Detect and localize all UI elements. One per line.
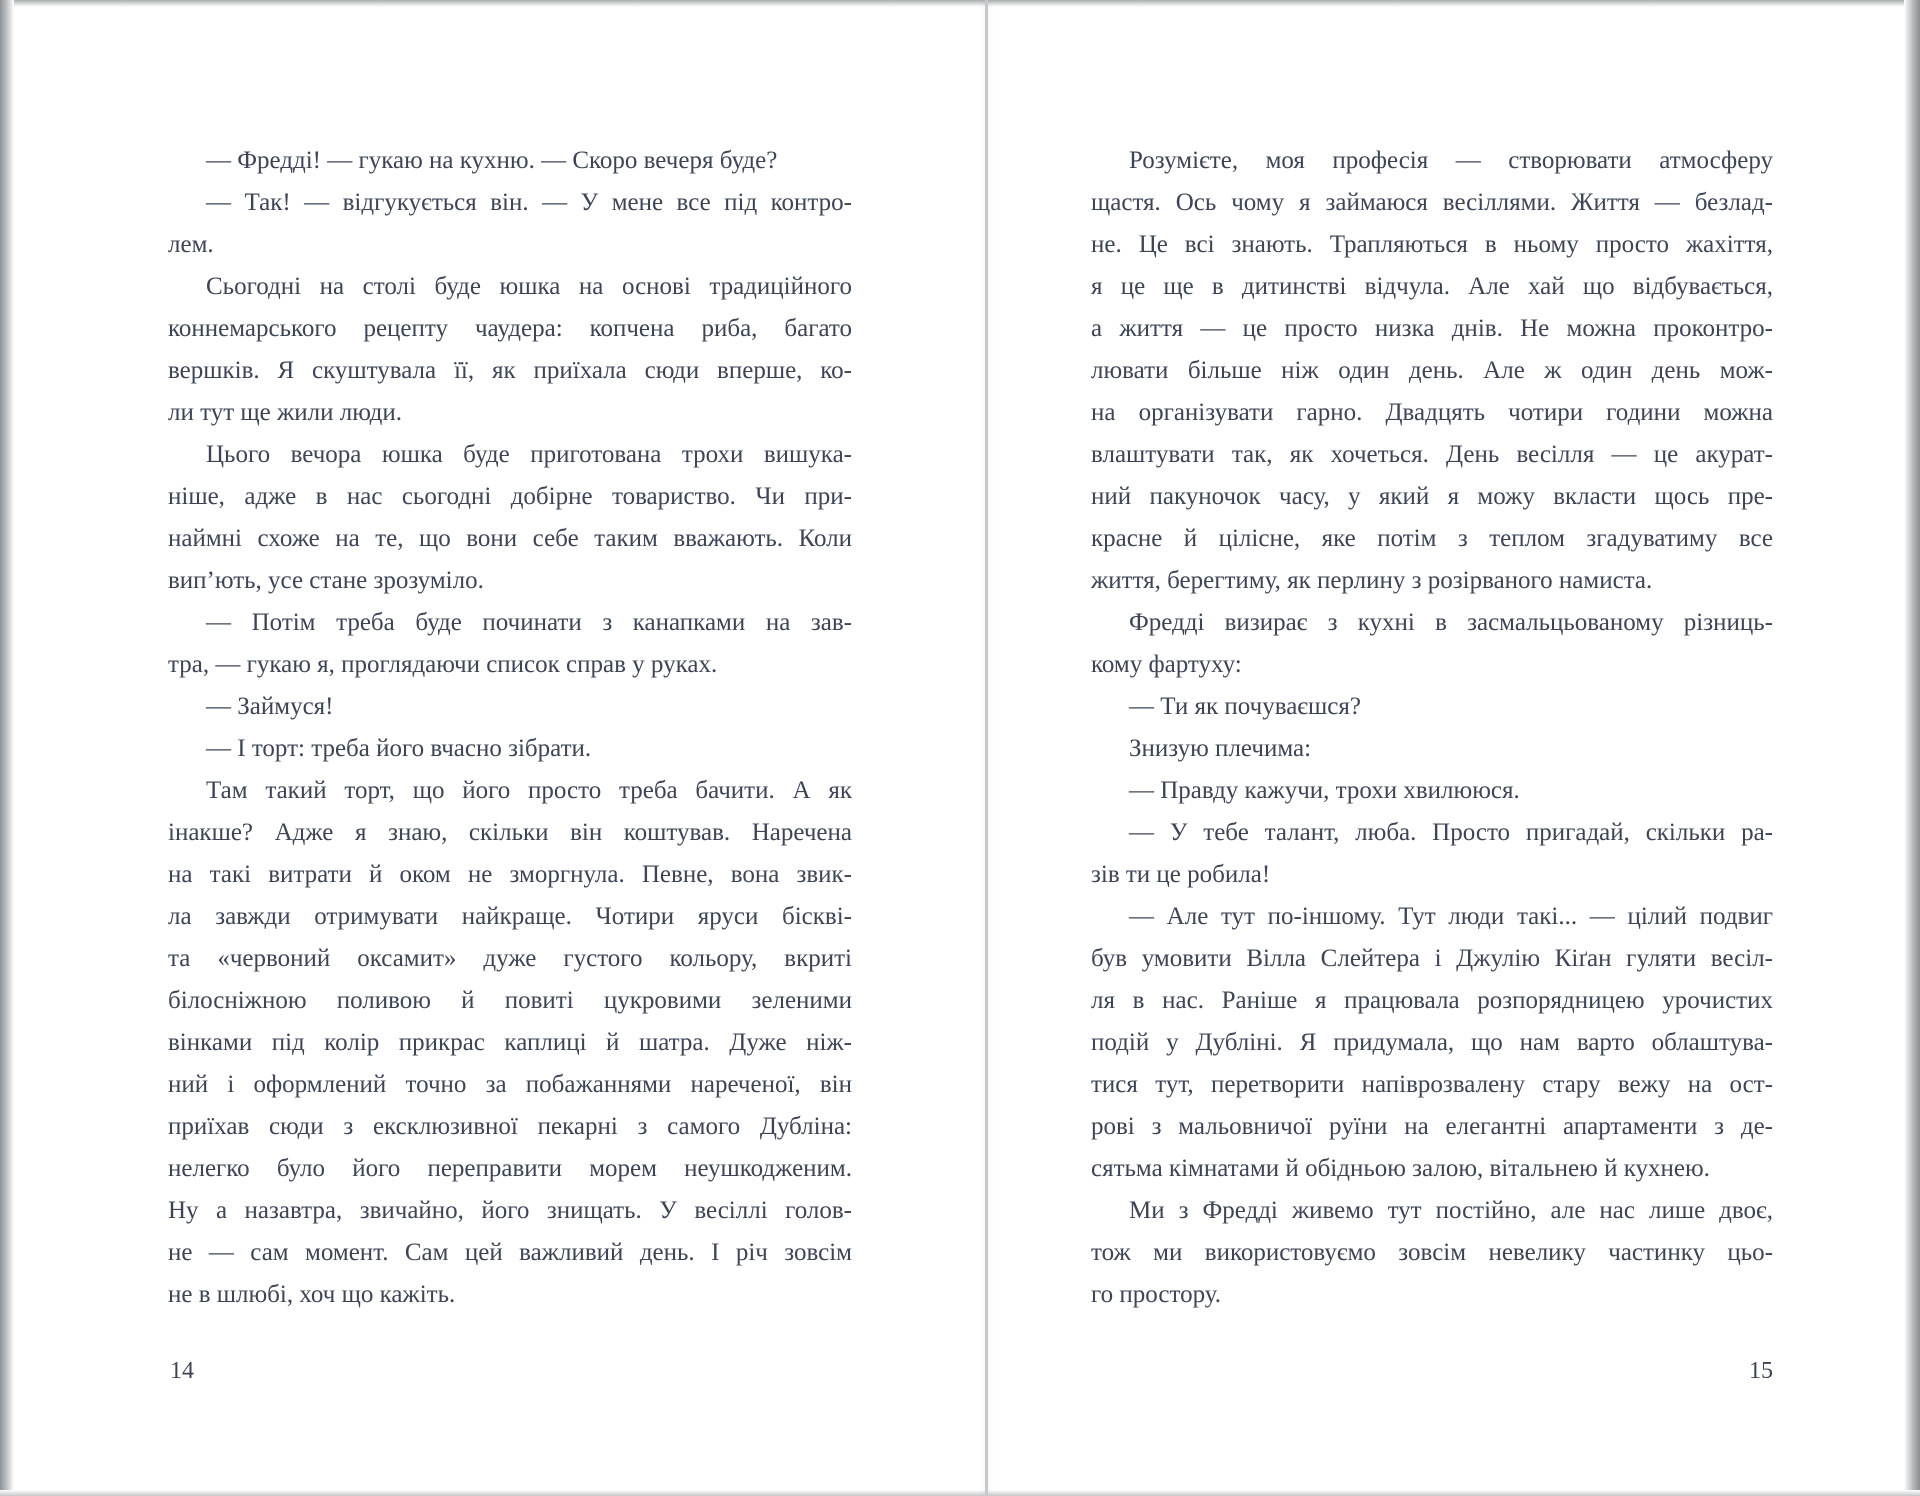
text-line: Ну а назавтра, звичайно, його знищать. У весіллі голов-: [168, 1197, 852, 1224]
text-line: Сьогодні на столі буде юшка на основі традиційного: [206, 273, 852, 300]
text-line: життя, берегтиму, як перлину з розірваного намиста.: [1091, 567, 1653, 594]
text-line: Там такий торт, що його просто треба бачити. А як: [206, 777, 852, 804]
text-line: зів ти це робила!: [1091, 861, 1271, 888]
text-line: на такі витрати й оком не зморгнула. Певне, вона звик-: [168, 861, 852, 888]
text-line: ний і оформлений точно за побажаннями нареченої, він: [168, 1071, 852, 1098]
text-line: не в шлюбі, хоч що кажіть.: [168, 1281, 456, 1308]
text-line: ли тут ще жили люди.: [168, 399, 402, 426]
text-line: наймні схоже на те, що вони себе таким вважають. Коли: [168, 525, 852, 552]
text-line: тися тут, перетворити напіврозвалену стару вежу на ост-: [1091, 1071, 1773, 1098]
text-line: вип’ють, усе стане зрозуміло.: [168, 567, 484, 594]
text-line: ла завжди отримувати найкраще. Чотири яруси бісквi-: [168, 903, 852, 930]
page-right-text-block: [1091, 140, 1773, 1316]
text-line: — І торт: треба його вчасно зібрати.: [206, 735, 592, 762]
text-line: ля в нас. Раніше я працювала розпорядницею урочистих: [1091, 987, 1773, 1014]
text-line: — Так! — відгукується він. — У мене все під контро-: [206, 189, 852, 216]
page-number-right: 15: [1749, 1358, 1773, 1384]
text-line: щастя. Ось чому я займаюся весіллями. Життя — безлад-: [1091, 189, 1773, 216]
text-line: білосніжною поливою й повиті цукровими зеленими: [168, 987, 852, 1014]
text-line: — Фредді! — гукаю на кухню. — Скоро вечеря буде?: [206, 147, 778, 174]
text-line: не — сам момент. Сам цей важливий день. І річ зовсім: [168, 1239, 852, 1266]
text-line: тож ми використовуємо зовсім невелику частинку цьо-: [1091, 1239, 1773, 1266]
text-line: — Потім треба буде починати з канапками на зав-: [206, 609, 852, 636]
text-line: коннемарського рецепту чаудера: копчена риба, багато: [168, 315, 852, 342]
page-right: [988, 0, 1904, 1496]
text-line: — Займуся!: [206, 693, 334, 720]
text-line: Фредді визирає з кухні в засмальцьованому різниць-: [1129, 609, 1773, 636]
text-line: го простору.: [1091, 1281, 1221, 1308]
text-line: вінками під колір прикрас каплиці й шатра. Дуже ніж-: [168, 1029, 852, 1056]
text-line: — Ти як почуваєшся?: [1129, 693, 1361, 720]
text-line: лем.: [168, 231, 214, 258]
text-line: Розумієте, моя професія — створювати атмосферу: [1129, 147, 1773, 174]
page-left: [14, 0, 985, 1496]
text-line: а життя — це просто низка днів. Не можна проконтро-: [1091, 315, 1773, 342]
page-left-text-block: [168, 140, 852, 1316]
text-line: — Але тут по-іншому. Тут люди такі... — цілий подвиг: [1129, 903, 1773, 930]
text-line: рові з мальовничої руїни на елегантні апартаменти з де-: [1091, 1113, 1773, 1140]
text-line: та «червоний оксамит» дуже густого кольору, вкриті: [168, 945, 852, 972]
text-line: ний пакуночок часу, у який я можу вкласти щось пре-: [1091, 483, 1773, 510]
text-line: не. Це всі знають. Трапляються в ньому просто жахіття,: [1091, 231, 1773, 258]
text-line: тра, — гукаю я, проглядаючи список справ у руках.: [168, 651, 718, 678]
text-line: Цього вечора юшка буде приготована трохи вишука-: [206, 441, 852, 468]
text-line: інакше? Адже я знаю, скільки він коштував. Наречена: [168, 819, 852, 846]
page-edge-left: [0, 0, 14, 1496]
text-line: приїхав сюди з ексклюзивної пекарні з самого Дубліна:: [168, 1113, 852, 1140]
text-line: я це ще в дитинстві відчула. Але хай що відбувається,: [1091, 273, 1773, 300]
text-line: подій у Дубліні. Я придумала, що нам варто облаштува-: [1091, 1029, 1773, 1056]
text-line: — Правду кажучи, трохи хвилююся.: [1129, 777, 1520, 804]
text-line: на організувати гарно. Двадцять чотири години можна: [1091, 399, 1773, 426]
text-line: Ми з Фредді живемо тут постійно, але нас лише двоє,: [1129, 1197, 1773, 1224]
text-line: лювати більше ніж один день. Але ж один день мож-: [1091, 357, 1773, 384]
text-line: влаштувати так, як хочеться. День весілля — це акурат-: [1091, 441, 1773, 468]
text-line: ніше, адже в нас сьогодні добірне товариство. Чи при-: [168, 483, 852, 510]
text-line: вершків. Я скуштувала її, як приїхала сюди вперше, ко-: [168, 357, 852, 384]
text-line: був умовити Вілла Слейтера і Джулію Кіґан гуляти весіл-: [1091, 945, 1773, 972]
text-line: — У тебе талант, люба. Просто пригадай, скільки ра-: [1129, 819, 1773, 846]
text-line: нелегко було його переправити морем неушкодженим.: [168, 1155, 852, 1182]
text-line: Знизую плечима:: [1129, 735, 1312, 762]
page-number-left: 14: [170, 1358, 194, 1384]
text-line: сятьма кімнатами й обідньою залою, вітальнею й кухнею.: [1091, 1155, 1710, 1182]
text-line: красне й цілісне, яке потім з теплом згадуватиму все: [1091, 525, 1773, 552]
page-edge-right: [1904, 0, 1920, 1496]
text-line: кому фартуху:: [1091, 651, 1242, 678]
